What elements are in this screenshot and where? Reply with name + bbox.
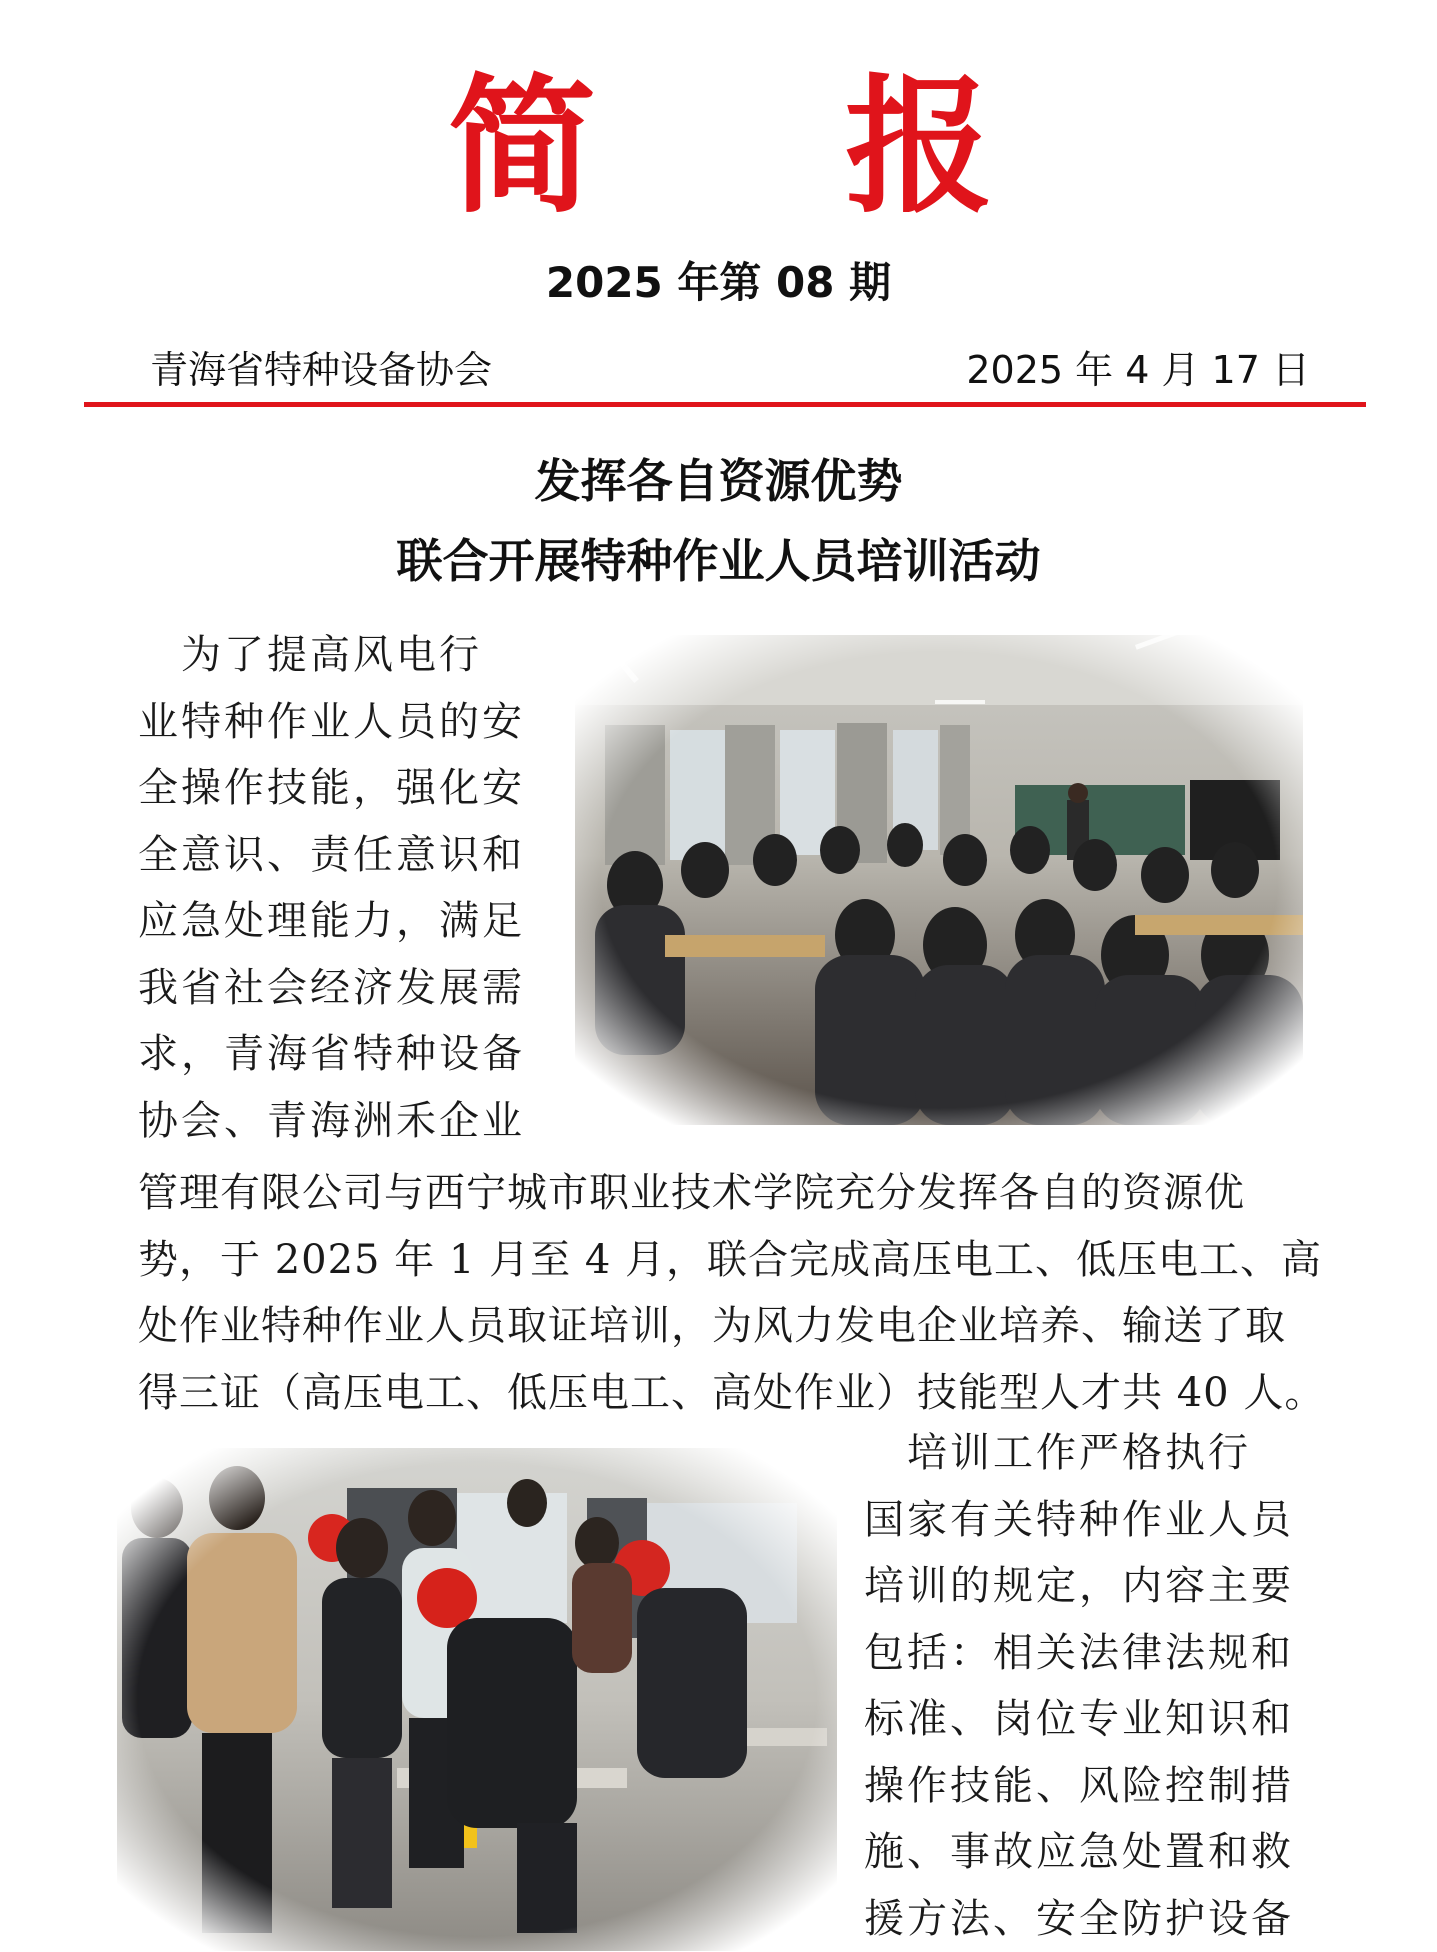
issue-number: 2025 年第 08 期 <box>0 255 1437 311</box>
article-title-line-2: 联合开展特种作业人员培训活动 <box>0 530 1437 592</box>
paragraph-1-wrapped <box>138 622 525 1154</box>
publish-date: 2025 年 4 月 17 日 <box>966 345 1310 395</box>
text-line: 为了提高风电行 <box>138 622 525 689</box>
text-line: 标准、岗位专业知识和 <box>864 1686 1294 1753</box>
header-divider <box>84 402 1366 407</box>
text-line: 求，青海省特种设备 <box>138 1021 525 1088</box>
text-line: 培训的规定，内容主要 <box>864 1553 1294 1620</box>
publisher-org: 青海省特种设备协会 <box>150 345 492 395</box>
article-title-line-1: 发挥各自资源优势 <box>0 450 1437 512</box>
masthead-char-2: 报 <box>845 72 993 222</box>
text-line: 包括：相关法律法规和 <box>864 1620 1294 1687</box>
text-line: 培训工作严格执行 <box>864 1420 1294 1487</box>
text-line: 我省社会经济发展需 <box>138 955 525 1022</box>
paragraph-1-full <box>138 1160 1325 1426</box>
text-line: 业特种作业人员的安 <box>138 689 525 756</box>
classroom-training-photo <box>575 635 1303 1125</box>
paragraph-2-wrapped <box>864 1420 1294 1952</box>
text-line: 全操作技能，强化安 <box>138 755 525 822</box>
masthead-char-1: 简 <box>448 72 596 222</box>
text-line: 势，于 2025 年 1 月至 4 月，联合完成高压电工、低压电工、高 <box>138 1227 1325 1294</box>
text-line: 处作业特种作业人员取证培训，为风力发电企业培养、输送了取 <box>138 1293 1325 1360</box>
text-line: 管理有限公司与西宁城市职业技术学院充分发挥各自的资源优 <box>138 1160 1325 1227</box>
text-line: 应急处理能力，满足 <box>138 888 525 955</box>
text-line: 援方法、安全防护设备 <box>864 1886 1294 1952</box>
text-line: 施、事故应急处置和救 <box>864 1819 1294 1886</box>
text-line: 全意识、责任意识和 <box>138 822 525 889</box>
text-line: 协会、青海洲禾企业 <box>138 1088 525 1155</box>
text-line: 得三证（高压电工、低压电工、高处作业）技能型人才共 40 人。 <box>138 1360 1325 1427</box>
masthead <box>0 72 1437 222</box>
practical-training-photo <box>117 1448 837 1951</box>
text-line: 国家有关特种作业人员 <box>864 1487 1294 1554</box>
text-line: 操作技能、风险控制措 <box>864 1753 1294 1820</box>
